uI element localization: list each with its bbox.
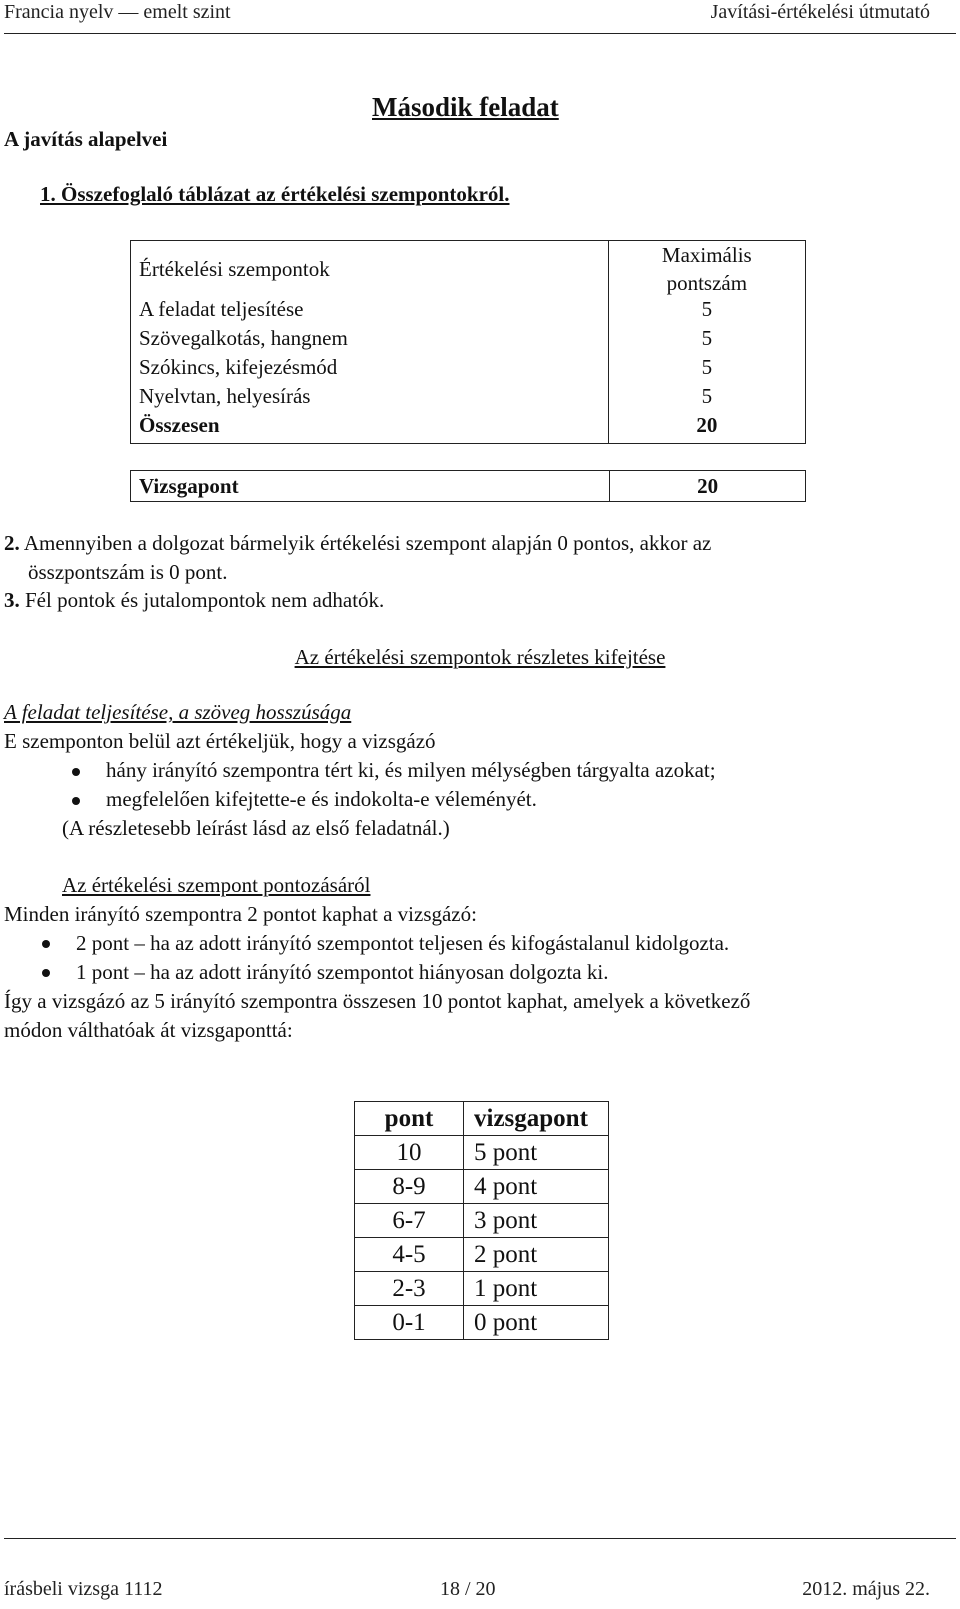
see-note: (A részletesebb leírást lásd az első feladatnál.): [62, 816, 450, 840]
conversion-row: [355, 1238, 609, 1272]
conversion-row: [355, 1204, 609, 1238]
conversion-line-1: Így a vizsgázó az 5 irányító szempontra összesen 10 pontot kaphat, amelyek a következő: [4, 989, 751, 1013]
bullet-item: megfelelően kifejtette-e és indokolta-e véleményét.: [106, 787, 537, 811]
criteria-header-left: Értékelési szempontok: [131, 241, 609, 298]
vizsgapont-value: 20: [610, 471, 806, 502]
criteria-value: 5: [608, 326, 805, 355]
footer-left: írásbeli vizsga 1112: [4, 1578, 163, 1600]
rule-2-text: Amennyiben a dolgozat bármelyik értékelési szempont alapján 0 pontos, akkor az: [19, 531, 712, 555]
criteria-label: Szókincs, kifejezésmód: [131, 355, 609, 384]
conversion-vizsgapont: 4 pont: [464, 1170, 609, 1204]
conversion-header-vizsgapont: vizsgapont: [464, 1102, 609, 1136]
scoring-item: 1 pont – ha az adott irányító szempontot hiányosan dolgozta ki.: [76, 960, 609, 984]
criteria-table: [130, 240, 806, 444]
conversion-pont: 2-3: [355, 1272, 464, 1306]
details-title-wrap: [0, 645, 960, 670]
rule-3: [4, 588, 384, 613]
criteria-row: [131, 355, 806, 384]
scoring-item: 2 pont – ha az adott irányító szempontot teljesen és kifogástalanul kidolgozta.: [76, 931, 730, 955]
criteria-header-right-1: Maximális: [661, 243, 752, 267]
footer-center: 18 / 20: [440, 1578, 496, 1600]
rule-3-number: 3.: [4, 588, 20, 612]
scoring-title: Az értékelési szempont pontozásáról: [62, 873, 371, 897]
vizsgapont-row: [131, 471, 806, 502]
conversion-table: [354, 1101, 609, 1340]
page-title: Második feladat: [372, 92, 559, 122]
scoring-intro: Minden irányító szempontra 2 pontot kaphat a vizsgázó:: [4, 902, 477, 926]
header-left: Francia nyelv — emelt szint: [4, 1, 231, 23]
conversion-header-pont: pont: [355, 1102, 464, 1136]
section-label: A javítás alapelvei: [4, 127, 168, 151]
criteria-value: 5: [608, 355, 805, 384]
conversion-pont: 10: [355, 1136, 464, 1170]
bullet-icon: [72, 768, 80, 776]
conversion-pont: 0-1: [355, 1306, 464, 1340]
conversion-row: [355, 1170, 609, 1204]
criteria-label: A feladat teljesítése: [131, 297, 609, 326]
rule-2-continued: összpontszám is 0 pont.: [28, 560, 228, 584]
rule-3-text: Fél pontok és jutalompontok nem adhatók.: [19, 588, 385, 612]
criteria-total-row: [131, 413, 806, 444]
conversion-vizsgapont: 3 pont: [464, 1204, 609, 1238]
criteria-header-right-2: pontszám: [666, 271, 748, 295]
conversion-pont: 6-7: [355, 1204, 464, 1238]
criteria-total-value: 20: [608, 413, 805, 444]
conversion-pont: 4-5: [355, 1238, 464, 1272]
conversion-row: [355, 1306, 609, 1340]
conversion-vizsgapont: 1 pont: [464, 1272, 609, 1306]
criteria-value: 5: [608, 384, 805, 413]
conversion-pont: 8-9: [355, 1170, 464, 1204]
rule-2-number: 2.: [4, 531, 20, 555]
bullet-item: hány irányító szempontra tért ki, és milyen mélységben tárgyalta azokat;: [106, 758, 716, 782]
intro-text: E szemponton belül azt értékeljük, hogy a vizsgázó: [4, 729, 436, 753]
header-right: Javítási-értékelési útmutató: [710, 1, 930, 23]
details-title: Az értékelési szempontok részletes kifejtése: [294, 645, 666, 669]
footer-right: 2012. május 22.: [802, 1578, 930, 1600]
header-rule: [4, 33, 956, 34]
criteria-header-right: [608, 241, 805, 298]
conversion-header-row: [355, 1102, 609, 1136]
bullet-icon: [72, 797, 80, 805]
subsection-title: A feladat teljesítése, a szöveg hosszúsága: [4, 700, 352, 724]
criteria-label: Nyelvtan, helyesírás: [131, 384, 609, 413]
vizsgapont-table: [130, 470, 806, 502]
item-1-text: 1. Összefoglaló táblázat az értékelési szempontokról.: [40, 182, 510, 206]
conversion-vizsgapont: 5 pont: [464, 1136, 609, 1170]
criteria-row: [131, 297, 806, 326]
bullet-icon: [42, 940, 50, 948]
criteria-header-row: [131, 241, 806, 298]
conversion-vizsgapont: 0 pont: [464, 1306, 609, 1340]
criteria-value: 5: [608, 297, 805, 326]
bullet-icon: [42, 969, 50, 977]
criteria-total-label: Összesen: [131, 413, 609, 444]
criteria-row: [131, 326, 806, 355]
item-1: [40, 182, 510, 207]
conversion-row: [355, 1136, 609, 1170]
vizsgapont-label: Vizsgapont: [131, 471, 610, 502]
criteria-row: [131, 384, 806, 413]
conversion-row: [355, 1272, 609, 1306]
footer-rule: [4, 1538, 956, 1539]
criteria-label: Szövegalkotás, hangnem: [131, 326, 609, 355]
conversion-vizsgapont: 2 pont: [464, 1238, 609, 1272]
rule-2: [4, 531, 711, 556]
conversion-line-2: módon válthatóak át vizsgaponttá:: [4, 1018, 293, 1042]
